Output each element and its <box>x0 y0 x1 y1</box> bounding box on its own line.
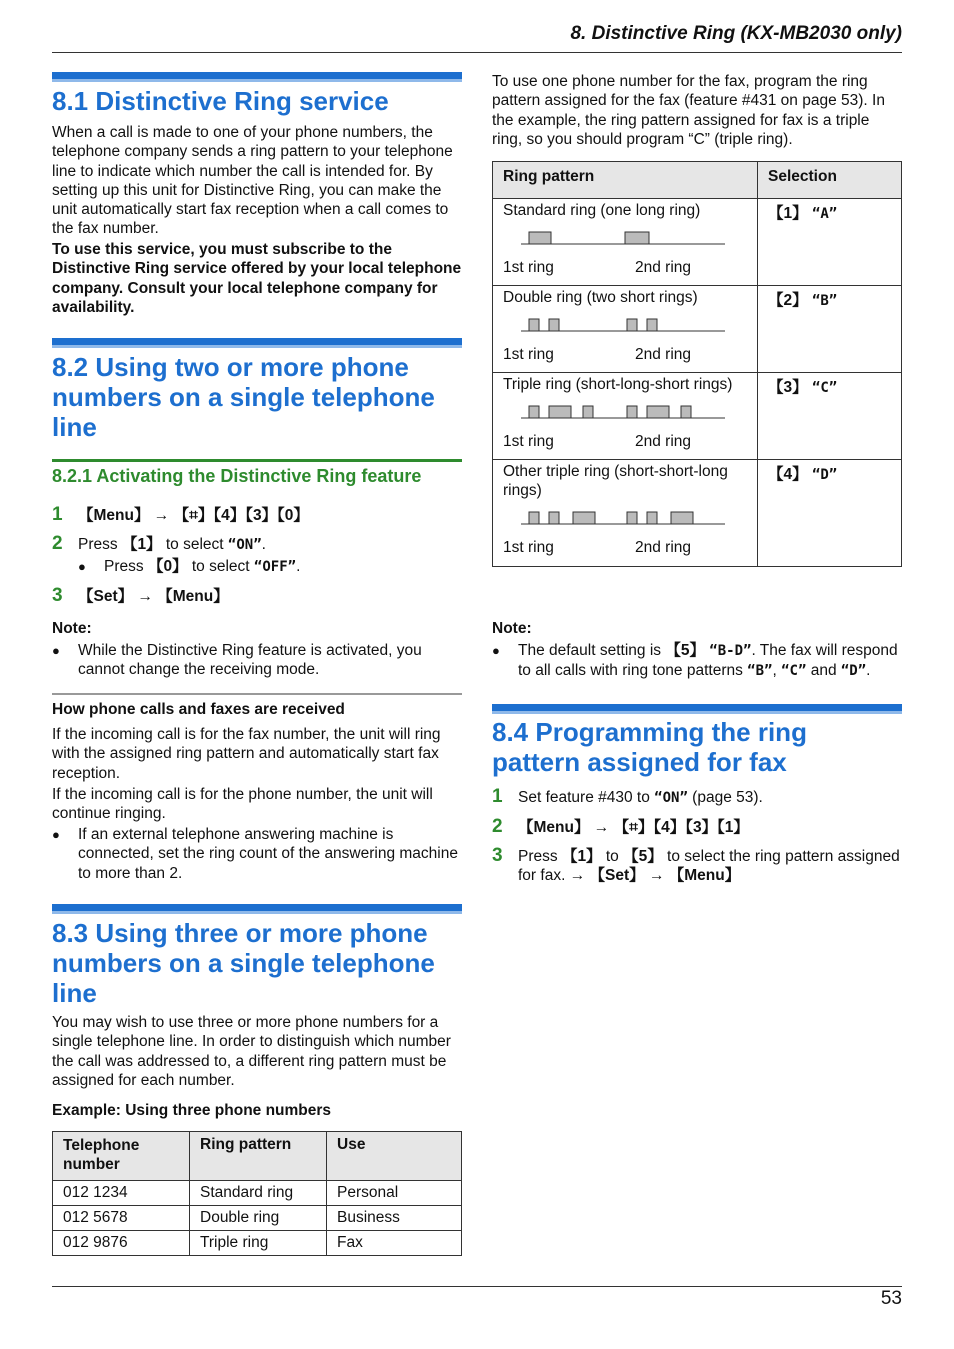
waveform-double <box>503 307 733 345</box>
step-text: to <box>601 848 624 865</box>
footer-rule <box>52 1286 902 1287</box>
section-8-1-title: 8.1 Distinctive Ring service <box>52 86 389 116</box>
table-cell: Triple ring <box>190 1231 327 1256</box>
second-ring-label: 2nd ring <box>635 539 692 556</box>
value-b: “B” <box>747 663 773 680</box>
s81-bold-paragraph: To use this service, you must subscribe to the Distinctive Ring service offered by your local telephone company. Consult your local telephone company for availability. <box>52 241 462 316</box>
step-text: Set feature #430 to <box>518 789 655 806</box>
header-rule <box>52 52 902 53</box>
how-paragraph-2: If the incoming call is for the phone number, the unit will continue ringing. <box>52 786 433 823</box>
arrow-icon: → <box>569 867 586 884</box>
ring-pattern-cell <box>493 199 758 286</box>
value-on: “ON” <box>654 790 688 806</box>
column-header: Ring pattern <box>493 162 758 199</box>
table-cell: 012 5678 <box>53 1206 190 1231</box>
ring-waveform <box>503 394 747 432</box>
section-bar <box>52 338 462 345</box>
how-bullet <box>52 825 462 883</box>
bullet-icon: ● <box>52 643 60 658</box>
ring-pattern-cell <box>493 460 758 567</box>
table-cell: Fax <box>327 1231 462 1256</box>
section-bar <box>52 72 462 79</box>
first-ring-label: 1st ring <box>503 259 554 276</box>
arrow-icon: → <box>137 588 153 605</box>
table-cell: Double ring <box>190 1206 327 1231</box>
running-header: 8. Distinctive Ring (KX-MB2030 only) <box>570 23 902 44</box>
section-8-4-title: 8.4 Programming the ring pattern assigned for fax <box>492 717 807 777</box>
step-1 <box>492 787 902 808</box>
ring-waveform <box>503 220 747 258</box>
s83-paragraph: You may wish to use three or more phone numbers for a single telephone line. In order to distinguish which number the call was addressed to, a different ring pattern must be assigned for each number. <box>52 1014 451 1089</box>
step-2 <box>492 817 902 837</box>
arrow-icon: → <box>593 819 610 836</box>
ring-waveform <box>503 500 747 538</box>
key-1: 【1】 <box>121 536 162 553</box>
waveform-triple <box>503 394 733 432</box>
selection-value: “A” <box>811 206 838 222</box>
menu-key: 【Menu】 <box>518 819 590 836</box>
bullet-icon: ● <box>78 559 86 574</box>
step-number: 1 <box>492 786 503 807</box>
step-number: 1 <box>52 504 63 525</box>
first-ring-label: 1st ring <box>503 346 554 363</box>
bullet-icon: ● <box>492 643 500 658</box>
step-number: 3 <box>492 845 503 866</box>
table-row <box>493 373 902 460</box>
note-text: and <box>806 662 841 680</box>
step-text: Press <box>78 536 122 553</box>
table-header-row <box>493 162 902 199</box>
ring-pattern-cell <box>493 286 758 373</box>
key-0: 【0】 <box>147 558 188 575</box>
selection-cell <box>758 460 902 567</box>
page-number: 53 <box>880 1288 902 1309</box>
bullet-text: . <box>296 558 301 575</box>
bullet-text: If an external telephone answering machine is connected, set the ring count of the answering machine to more than 2. <box>78 826 458 882</box>
right-intro: To use one phone number for the fax, program the ring pattern assigned for the fax (feature #431 on page 53). In the example, the ring pattern assigned for fax is a triple ring, so you should program “C” (triple ring). <box>492 73 885 148</box>
step-text: to select <box>161 536 228 553</box>
bullet-icon: ● <box>52 827 60 842</box>
key-sequence: 【⌗】【4】【3】【1】 <box>613 819 749 836</box>
first-ring-label: 1st ring <box>503 539 554 556</box>
menu-key: 【Menu】 <box>78 507 150 524</box>
divider <box>52 693 462 695</box>
step-text: Press <box>518 848 562 865</box>
step-number: 2 <box>492 816 503 837</box>
ring-name: Standard ring (one long ring) <box>503 202 701 219</box>
waveform-other-triple <box>503 500 733 538</box>
key-1: 【1】 <box>561 848 602 865</box>
table-header-row <box>53 1132 462 1181</box>
phone-number-table <box>52 1131 462 1256</box>
table-cell: Business <box>327 1206 462 1231</box>
ring-pattern-table <box>492 161 902 567</box>
step-1 <box>52 505 462 525</box>
key-3: 【3】 <box>768 379 808 396</box>
subsection-8-2-1-title: 8.2.1 Activating the Distinctive Ring feature <box>52 466 422 486</box>
step-3 <box>492 846 902 885</box>
key-4: 【4】 <box>768 466 808 483</box>
table-row <box>493 199 902 286</box>
value-c: “C” <box>781 663 807 680</box>
section-bar <box>52 904 462 911</box>
column-header: Selection <box>758 162 902 199</box>
step-text: to select the ring pattern assigned for fax. <box>518 848 900 884</box>
step-text: (page 53). <box>687 789 763 806</box>
ring-name: Double ring (two short rings) <box>503 289 698 306</box>
s81-paragraph: When a call is made to one of your phone numbers, the telephone company sends a ring pattern to your telephone line to indicate which number the call is intended for. By setting up this unit for Distinctive Ring, you can make the unit automatically start fax reception when a call comes to the fax number. <box>52 124 453 238</box>
selection-cell <box>758 373 902 460</box>
note-text: The default setting is <box>518 642 666 659</box>
table-row <box>53 1231 462 1256</box>
step-text: . <box>261 536 266 553</box>
first-ring-label: 1st ring <box>503 433 554 450</box>
step-number: 3 <box>52 585 63 606</box>
table-row <box>53 1206 462 1231</box>
section-8-3-title: 8.3 Using three or more phone numbers on a single telephone line <box>52 918 435 1008</box>
key-1: 【1】 <box>768 205 808 222</box>
value-d: “D” <box>840 663 867 680</box>
key-5: 【5】 <box>623 848 663 865</box>
how-title: How phone calls and faxes are received <box>52 701 345 718</box>
table-row <box>493 286 902 373</box>
table-row <box>53 1181 462 1206</box>
step-3 <box>52 586 462 606</box>
table-cell: Standard ring <box>190 1181 327 1206</box>
second-ring-label: 2nd ring <box>635 346 692 363</box>
example-label: Example: Using three phone numbers <box>52 1102 332 1119</box>
note-bullet <box>52 641 462 680</box>
menu-key: 【Menu】 <box>157 588 229 605</box>
waveform-standard <box>503 220 733 258</box>
key-2: 【2】 <box>768 292 808 309</box>
section-8-2-title: 8.2 Using two or more phone numbers on a single telephone line <box>52 352 435 442</box>
ring-pattern-cell <box>493 373 758 460</box>
column-header: Telephone number <box>53 1132 190 1181</box>
value-b-d: “B-D” <box>709 643 752 659</box>
selection-value: “C” <box>811 380 838 396</box>
table-cell: 012 9876 <box>53 1231 190 1256</box>
set-key: 【Set】 <box>78 588 134 605</box>
menu-key: 【Menu】 <box>668 867 741 884</box>
step-number: 2 <box>52 533 63 554</box>
how-paragraph-1: If the incoming call is for the fax number, the unit will ring with the assigned ring pattern and automatically start fax reception. <box>52 726 441 782</box>
step-2 <box>52 534 462 555</box>
table-row <box>493 460 902 567</box>
note-label: Note: <box>492 620 532 637</box>
selection-cell <box>758 286 902 373</box>
ring-name: Other triple ring (short-short-long rings) <box>503 463 728 499</box>
selection-value: “D” <box>811 467 838 483</box>
column-header: Ring pattern <box>190 1132 327 1181</box>
arrow-icon: → <box>153 507 170 524</box>
table-cell: 012 1234 <box>53 1181 190 1206</box>
second-ring-label: 2nd ring <box>635 433 692 450</box>
value-off: “OFF” <box>253 559 297 575</box>
key-5: 【5】 <box>665 642 705 659</box>
bullet-text: Press <box>104 558 148 575</box>
note-text: , <box>772 662 782 680</box>
ring-waveform <box>503 307 747 345</box>
note-label: Note: <box>52 620 92 637</box>
step-2-bullet <box>78 557 462 577</box>
set-key: 【Set】 <box>589 867 645 884</box>
note-text: . <box>866 662 871 680</box>
selection-cell <box>758 199 902 286</box>
value-on: “ON” <box>227 537 262 553</box>
ring-name: Triple ring (short-long-short rings) <box>503 376 733 393</box>
table-cell: Personal <box>327 1181 462 1206</box>
selection-value: “B” <box>811 293 838 309</box>
subsection-bar <box>52 459 462 462</box>
arrow-icon: → <box>648 867 665 884</box>
column-header: Use <box>327 1132 462 1181</box>
second-ring-label: 2nd ring <box>635 259 692 276</box>
bullet-text: to select <box>187 558 254 575</box>
section-bar <box>492 704 902 711</box>
note-bullet <box>492 641 902 682</box>
note-text: While the Distinctive Ring feature is activated, you cannot change the receiving mode. <box>78 642 422 679</box>
key-sequence: 【⌗】【4】【3】【0】 <box>173 507 309 524</box>
note-text: . The fax will respond to all calls with ring tone patterns <box>518 642 898 680</box>
